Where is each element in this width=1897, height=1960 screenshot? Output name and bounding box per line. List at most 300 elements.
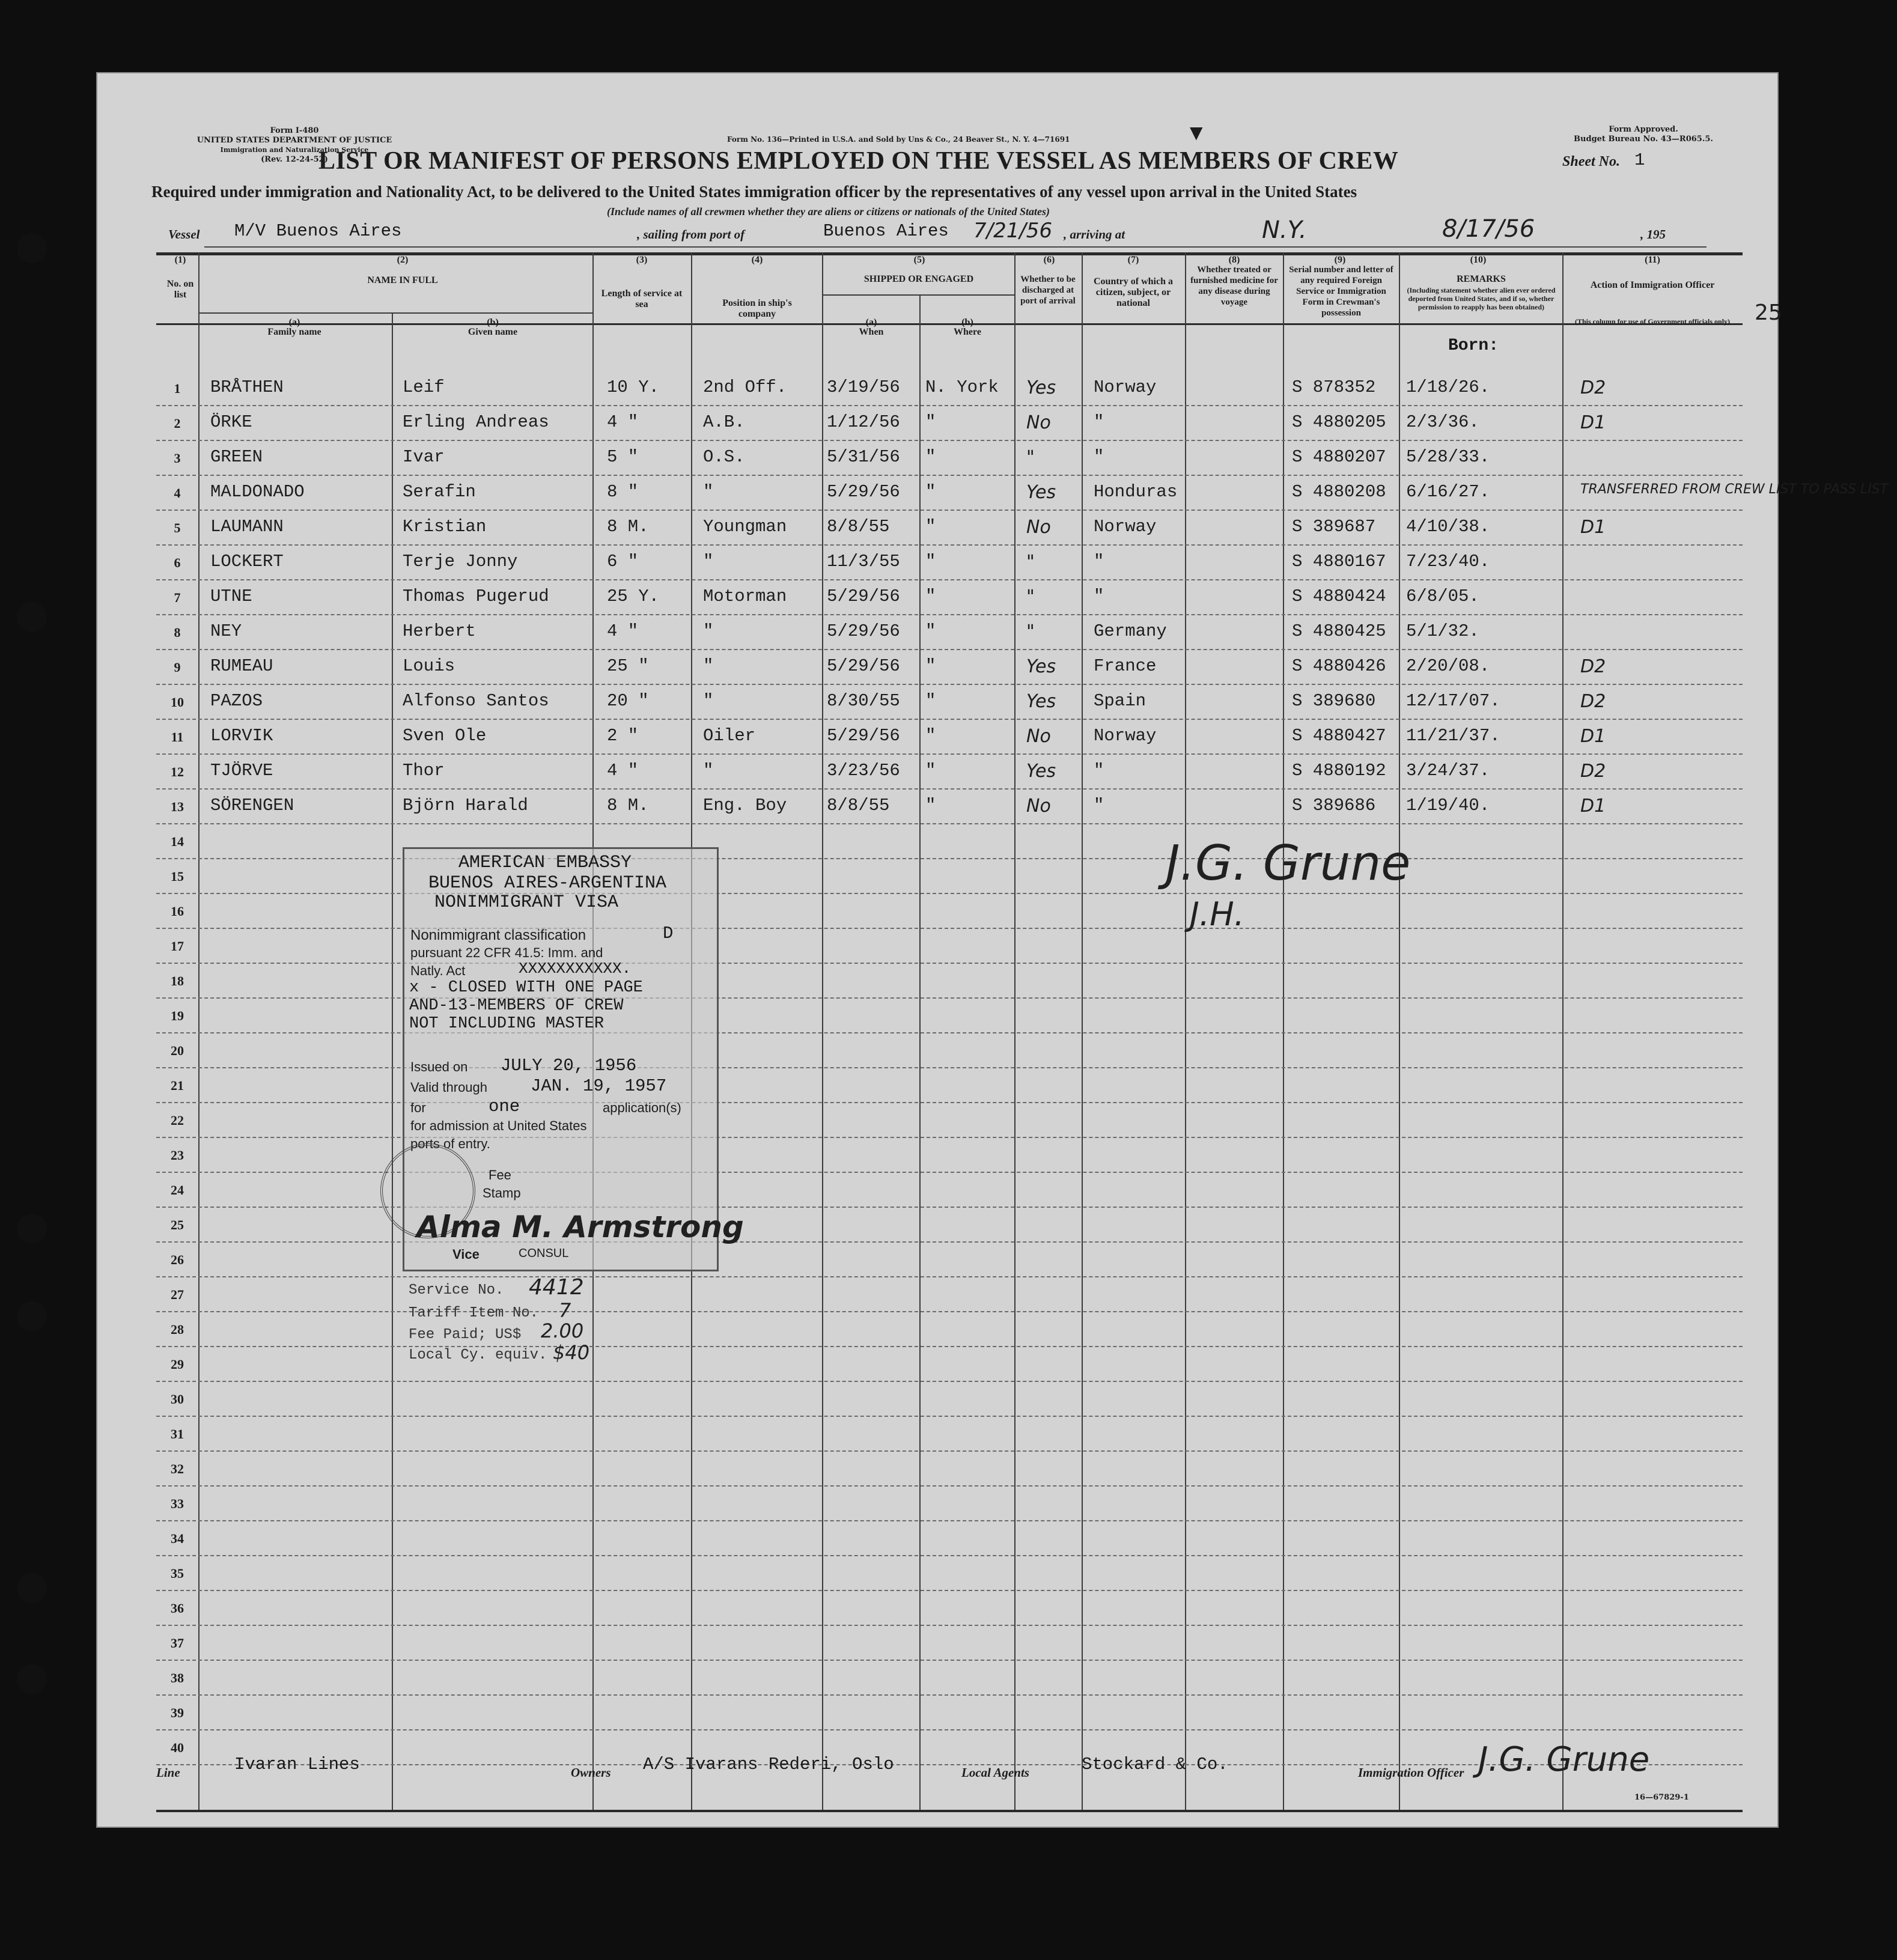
cell-position: " <box>703 761 714 781</box>
col2b-header: Given name <box>467 327 518 337</box>
row-number: 24 <box>171 1182 184 1198</box>
stamp-applications: application(s) <box>603 1100 681 1115</box>
cell-given: Sven Ole <box>403 726 487 746</box>
cell-no: 10 <box>171 695 184 710</box>
cell-serial: S 4880205 <box>1292 412 1386 432</box>
cell-no: 2 <box>174 416 181 431</box>
cell-action: D2 <box>1580 377 1606 398</box>
col-divider <box>392 312 393 1810</box>
cell-position: A.B. <box>703 412 745 432</box>
col6-header: Whether to be discharged at port of arrival <box>1020 275 1076 306</box>
cell-position: Oiler <box>703 726 756 746</box>
cell-no: 1 <box>174 381 181 396</box>
born-header: Born: <box>1448 336 1499 355</box>
cell-discharged: " <box>1026 586 1035 607</box>
cell-family: BRÅTHEN <box>210 377 284 397</box>
form-number: Form I-480 <box>270 126 319 135</box>
cell-born: 3/24/37. <box>1406 761 1490 781</box>
fee-paid-label: Fee Paid; US$ <box>409 1327 522 1343</box>
col-divider <box>919 294 921 1810</box>
row-rule <box>156 1311 1743 1312</box>
cell-service: 10 Y. <box>607 377 660 397</box>
cell-born: 6/16/27. <box>1406 482 1490 502</box>
row-rule <box>156 1137 1743 1138</box>
row-rule <box>156 649 1743 650</box>
cell-given: Serafin <box>403 482 476 502</box>
cell-no: 11 <box>171 729 184 744</box>
budget-bureau: Budget Bureau No. 43—R065.5. <box>1574 135 1713 144</box>
cell-family: PAZOS <box>210 691 263 711</box>
stamp-pursuant: pursuant 22 CFR 41.5: Imm. and <box>410 945 603 960</box>
cell-country: Spain <box>1094 691 1146 711</box>
cell-service: 4 " <box>607 621 639 641</box>
cell-born: 6/8/05. <box>1406 586 1479 606</box>
col5b-header: Where <box>954 327 981 337</box>
cell-service: 5 " <box>607 447 639 467</box>
row-number: 37 <box>171 1636 184 1651</box>
cell-country: Germany <box>1094 621 1167 641</box>
cell-no: 8 <box>174 625 181 640</box>
cell-given: Thor <box>403 761 445 781</box>
manifest-sheet <box>96 72 1889 1828</box>
stamp-xs: XXXXXXXXXXX. <box>519 960 632 978</box>
col-divider <box>1399 252 1400 1810</box>
cell-service: 2 " <box>607 726 639 746</box>
cell-serial: S 4880427 <box>1292 726 1386 746</box>
cell-service: 8 " <box>607 482 639 502</box>
cell-serial: S 4880207 <box>1292 447 1386 467</box>
row-rule <box>156 1485 1743 1487</box>
arriving-label: , arriving at <box>1064 227 1125 242</box>
cell-when: 5/29/56 <box>827 482 900 502</box>
stamp-embassy: AMERICAN EMBASSY <box>458 853 632 873</box>
cell-family: MALDONADO <box>210 482 305 502</box>
cell-family: LAUMANN <box>210 517 284 537</box>
cell-where: " <box>925 412 936 432</box>
col2a-number: (a) <box>288 317 300 327</box>
cell-discharged: " <box>1026 621 1035 642</box>
row-rule <box>156 1067 1743 1068</box>
cell-service: 20 " <box>607 691 649 711</box>
row-number: 26 <box>171 1252 184 1267</box>
cell-given: Alfonso Santos <box>403 691 549 711</box>
row-rule <box>156 1241 1743 1243</box>
cell-action: D1 <box>1580 796 1606 817</box>
row-rule <box>156 753 1743 755</box>
col11-header: Action of Immigration Officer <box>1590 280 1715 290</box>
cell-family: RUMEAU <box>210 656 273 676</box>
row-number: 27 <box>171 1287 184 1302</box>
cell-discharged: " <box>1026 552 1035 573</box>
cell-action: D1 <box>1580 517 1606 538</box>
tariff-number: 7 <box>559 1299 571 1322</box>
cell-serial: S 4880208 <box>1292 482 1386 502</box>
tariff-label: Tariff Item No. <box>409 1305 539 1321</box>
cell-born: 5/1/32. <box>1406 621 1479 641</box>
punch-hole <box>17 233 47 263</box>
cell-country: Norway <box>1094 377 1157 397</box>
row-number: 17 <box>171 939 184 954</box>
col-divider <box>1185 252 1186 1810</box>
line-label: Line <box>156 1765 180 1780</box>
col8-number: (8) <box>1228 255 1240 265</box>
row-rule <box>156 1520 1743 1521</box>
cell-serial: S 389686 <box>1292 796 1376 815</box>
cell-position: Youngman <box>703 517 787 537</box>
cell-given: Björn Harald <box>403 796 528 815</box>
col11-number: (11) <box>1645 255 1660 265</box>
col4-number: (4) <box>751 255 763 265</box>
cell-given: Terje Jonny <box>403 552 518 571</box>
cell-country: " <box>1094 586 1104 606</box>
arrival-port: N.Y. <box>1262 216 1307 244</box>
punch-hole <box>17 602 47 632</box>
sailing-port: Buenos Aires <box>823 221 949 241</box>
cell-no: 4 <box>174 485 181 501</box>
row-rule <box>156 614 1743 615</box>
cell-where: " <box>925 621 936 641</box>
cell-action: D2 <box>1580 761 1606 782</box>
col-divider <box>822 252 823 1810</box>
stamp-for-label: for <box>410 1100 426 1115</box>
row-number: 31 <box>171 1426 184 1441</box>
cell-born: 1/18/26. <box>1406 377 1490 397</box>
cell-where: " <box>925 586 936 606</box>
sheet-label: Sheet No. <box>1562 154 1620 169</box>
cell-action: D1 <box>1580 726 1606 747</box>
row-rule <box>156 928 1743 929</box>
cell-when: 8/30/55 <box>827 691 900 711</box>
cell-given: Ivar <box>403 447 445 467</box>
col6-number: (6) <box>1043 255 1055 265</box>
cell-given: Kristian <box>403 517 487 537</box>
cell-when: 5/29/56 <box>827 621 900 641</box>
row-rule <box>156 1590 1743 1591</box>
col5-number: (5) <box>913 255 925 265</box>
line-value: Ivaran Lines <box>234 1755 360 1774</box>
cell-when: 11/3/55 <box>827 552 900 571</box>
cell-country: " <box>1094 412 1104 432</box>
local-currency-value: $40 <box>553 1341 590 1364</box>
cell-where: N. York <box>925 377 999 397</box>
cell-action: TRANSFERRED FROM CREW LIST TO PASS LIST <box>1580 482 1889 497</box>
row-rule <box>156 719 1743 720</box>
cell-where: " <box>925 517 936 537</box>
cell-country: " <box>1094 796 1104 815</box>
row-rule <box>156 997 1743 999</box>
row-rule <box>156 1694 1743 1696</box>
cell-family: LOCKERT <box>210 552 284 571</box>
cell-given: Thomas Pugerud <box>403 586 549 606</box>
cell-born: 12/17/07. <box>1406 691 1500 711</box>
row-rule <box>156 1276 1743 1277</box>
row-rule <box>156 1416 1743 1417</box>
cell-discharged: Yes <box>1026 656 1056 677</box>
row-number: 34 <box>171 1531 184 1546</box>
cell-service: 25 Y. <box>607 586 660 606</box>
row-rule <box>156 823 1743 824</box>
col2a-header: Family name <box>267 327 321 337</box>
cell-serial: S 4880426 <box>1292 656 1386 676</box>
row-number: 15 <box>171 869 184 884</box>
row-number: 14 <box>171 834 184 849</box>
consul-signature: Alma M. Armstrong <box>416 1210 744 1244</box>
cell-where: " <box>925 552 936 571</box>
row-number: 29 <box>171 1357 184 1372</box>
cell-service: 8 M. <box>607 796 649 815</box>
row-rule <box>156 1381 1743 1382</box>
cell-position: 2nd Off. <box>703 377 787 397</box>
vessel-underline <box>204 246 1707 248</box>
cell-born: 4/10/38. <box>1406 517 1490 537</box>
punch-hole <box>17 1664 47 1694</box>
cell-when: 3/23/56 <box>827 761 900 781</box>
service-number: 4412 <box>529 1275 584 1300</box>
stamp-stamp-word: Stamp <box>483 1185 521 1201</box>
row-number: 25 <box>171 1217 184 1232</box>
service-name: Immigration and Naturalization Service <box>220 146 369 154</box>
cell-born: 2/3/36. <box>1406 412 1479 432</box>
col-divider <box>198 252 199 1810</box>
cell-position: " <box>703 656 714 676</box>
stamp-closed-1: x - CLOSED WITH ONE PAGE <box>409 979 643 997</box>
col9-number: (9) <box>1334 255 1346 265</box>
cell-where: " <box>925 761 936 781</box>
page-subtitle: Required under immigration and Nationality Act, to be delivered to the United States immigration officer by the representatives of any vessel upon arrival in the United States <box>151 183 1357 201</box>
row-rule <box>156 475 1743 476</box>
officer-initials: J.H. <box>1190 895 1244 933</box>
agents-value: Stockard & Co. <box>1082 1755 1228 1774</box>
form-approved: Form Approved. <box>1609 125 1678 134</box>
col2b-number: (b) <box>487 317 499 327</box>
row-number: 32 <box>171 1461 184 1476</box>
row-number: 30 <box>171 1392 184 1407</box>
department: UNITED STATES DEPARTMENT OF JUSTICE <box>196 136 392 145</box>
row-rule <box>156 963 1743 964</box>
approval-block <box>1562 125 1725 144</box>
cell-serial: S 4880425 <box>1292 621 1386 641</box>
stamp-issued-date: JULY 20, 1956 <box>501 1056 637 1076</box>
cell-no: 7 <box>174 590 181 605</box>
embassy-visa-stamp <box>403 847 744 1271</box>
cell-born: 2/20/08. <box>1406 656 1490 676</box>
punch-hole <box>17 1573 47 1603</box>
table-bottom-rule <box>156 1810 1743 1812</box>
cell-country: " <box>1094 447 1104 467</box>
cell-position: Motorman <box>703 586 787 606</box>
stamp-valid-date: JAN. 19, 1957 <box>531 1076 667 1096</box>
stamp-act: Natly. Act <box>410 963 466 978</box>
cell-country: France <box>1094 656 1157 676</box>
margin-number: 25 <box>1755 300 1782 325</box>
stamp-visa-type: NONIMMIGRANT VISA <box>434 892 619 913</box>
agents-label: Local Agents <box>961 1765 1029 1780</box>
triangle-mark-icon: ▼ <box>1190 123 1203 142</box>
revision: (Rev. 12-24-52) <box>261 155 328 164</box>
cell-given: Leif <box>403 377 445 397</box>
cell-country: Norway <box>1094 726 1157 746</box>
cell-country: Honduras <box>1094 482 1178 502</box>
row-rule <box>156 1102 1743 1103</box>
row-number: 19 <box>171 1008 184 1023</box>
cell-country: " <box>1094 552 1104 571</box>
col9-header: Serial number and letter of any required Foreign Service or Immigration Form in Crewman's possession <box>1289 265 1393 318</box>
col4-header: Position in ship's company <box>722 298 792 319</box>
col5a-number: (a) <box>865 317 877 327</box>
stamp-consul: CONSUL <box>519 1247 569 1260</box>
row-number: 36 <box>171 1601 184 1616</box>
cell-discharged: " <box>1026 447 1035 468</box>
cell-position: " <box>703 621 714 641</box>
owners-label: Owners <box>571 1765 611 1780</box>
cell-family: UTNE <box>210 586 252 606</box>
cell-service: 4 " <box>607 412 639 432</box>
cell-when: 5/29/56 <box>827 656 900 676</box>
row-rule <box>156 579 1743 580</box>
cell-discharged: No <box>1026 412 1051 433</box>
col1-number: (1) <box>174 255 186 265</box>
col10-header: REMARKS <box>1457 274 1506 284</box>
row-rule <box>156 788 1743 790</box>
row-number: 21 <box>171 1078 184 1093</box>
col-divider <box>1082 252 1083 1810</box>
cell-no: 6 <box>174 555 181 570</box>
cell-where: " <box>925 447 936 467</box>
cell-family: SÖRENGEN <box>210 796 294 815</box>
col-divider <box>1014 252 1015 1810</box>
cell-no: 12 <box>171 764 184 779</box>
form-code: 16—67829-1 <box>1634 1793 1689 1802</box>
cell-when: 5/31/56 <box>827 447 900 467</box>
stamp-admission: for admission at United States <box>410 1118 587 1133</box>
cell-discharged: Yes <box>1026 377 1056 398</box>
stamp-for-value: one <box>489 1097 520 1116</box>
col10-number: (10) <box>1470 255 1487 265</box>
cell-serial: S 4880192 <box>1292 761 1386 781</box>
cell-discharged: Yes <box>1026 761 1056 782</box>
cell-where: " <box>925 656 936 676</box>
cell-where: " <box>925 691 936 711</box>
officer-signature: J.G. Grune <box>1166 835 1411 891</box>
cell-when: 5/29/56 <box>827 726 900 746</box>
row-rule <box>156 1032 1743 1033</box>
name-subheader-rule <box>198 312 592 314</box>
include-note: (Include names of all crewmen whether they are aliens or citizens or nationals of the United States) <box>607 205 1050 218</box>
cell-given: Herbert <box>403 621 476 641</box>
col5b-number: (b) <box>961 317 973 327</box>
cell-position: Eng. Boy <box>703 796 787 815</box>
cell-no: 5 <box>174 520 181 535</box>
sheet-number: 1 <box>1634 150 1645 170</box>
cell-action: D2 <box>1580 656 1606 677</box>
col2-number: (2) <box>397 255 409 265</box>
row-number: 33 <box>171 1496 184 1511</box>
row-number: 39 <box>171 1705 184 1720</box>
row-rule <box>156 684 1743 685</box>
cell-where: " <box>925 796 936 815</box>
cell-where: " <box>925 726 936 746</box>
row-rule <box>156 405 1743 406</box>
arrival-date: 8/17/56 <box>1442 215 1535 243</box>
stamp-valid-label: Valid through <box>410 1080 488 1095</box>
officer-label: Immigration Officer <box>1358 1765 1464 1780</box>
col7-header: Country of which a citizen, subject, or national <box>1093 276 1173 308</box>
cell-serial: S 4880424 <box>1292 586 1386 606</box>
col3-number: (3) <box>636 255 648 265</box>
row-rule <box>156 1660 1743 1661</box>
row-rule <box>156 510 1743 511</box>
row-number: 28 <box>171 1322 184 1337</box>
row-rule <box>156 544 1743 546</box>
row-rule <box>156 1625 1743 1626</box>
col5a-header: When <box>859 327 884 337</box>
stamp-vice: Vice <box>452 1247 480 1262</box>
stamp-city: BUENOS AIRES-ARGENTINA <box>428 873 667 893</box>
col1-header: No. on list <box>166 279 194 300</box>
row-number: 35 <box>171 1566 184 1581</box>
cell-born: 11/21/37. <box>1406 726 1500 746</box>
cell-serial: S 389687 <box>1292 517 1376 537</box>
row-rule <box>156 893 1743 894</box>
cell-family: TJÖRVE <box>210 761 273 781</box>
cell-when: 1/12/56 <box>827 412 900 432</box>
row-rule <box>156 1555 1743 1556</box>
vessel-name: M/V Buenos Aires <box>234 221 402 241</box>
printer-line: Form No. 136—Printed in U.S.A. and Sold by Uns & Co., 24 Beaver St., N. Y. 4—71691 <box>727 135 1070 144</box>
cell-position: " <box>703 552 714 571</box>
row-rule <box>156 440 1743 441</box>
cell-position: " <box>703 691 714 711</box>
row-number: 18 <box>171 973 184 988</box>
row-rule <box>156 1729 1743 1730</box>
cell-no: 13 <box>171 799 184 814</box>
stamp-fee: Fee <box>489 1167 511 1182</box>
owners-value: A/S Ivarans Rederi, Oslo <box>643 1755 894 1774</box>
row-number: 38 <box>171 1670 184 1685</box>
cell-serial: S 878352 <box>1292 377 1376 397</box>
col5-header: SHIPPED OR ENGAGED <box>863 274 974 284</box>
cell-discharged: Yes <box>1026 691 1056 712</box>
cell-when: 3/19/56 <box>827 377 900 397</box>
sailing-date: 7/21/56 <box>973 219 1053 243</box>
row-rule <box>156 858 1743 859</box>
footer-officer-signature: J.G. Grune <box>1478 1740 1650 1779</box>
cell-family: NEY <box>210 621 242 641</box>
cell-service: 8 M. <box>607 517 649 537</box>
local-currency-label: Local Cy. equiv. <box>409 1347 547 1363</box>
row-number: 40 <box>171 1740 184 1755</box>
row-number: 23 <box>171 1148 184 1163</box>
stamp-class-value: D <box>663 924 674 943</box>
row-rule <box>156 1346 1743 1347</box>
row-number: 22 <box>171 1113 184 1128</box>
col2-header: NAME IN FULL <box>367 275 438 285</box>
cell-position: " <box>703 482 714 502</box>
cell-discharged: No <box>1026 726 1051 747</box>
cell-serial: S 4880167 <box>1292 552 1386 571</box>
col10-note: (Including statement whether alien ever ordered deported from United States, and if so, whether permission to reapply has been obtained) <box>1407 286 1556 311</box>
cell-no: 9 <box>174 660 181 675</box>
vessel-label: Vessel <box>168 227 200 242</box>
cell-born: 5/28/33. <box>1406 447 1490 467</box>
col11-note: (This column for use of Government officials only) <box>1574 317 1731 326</box>
row-number: 16 <box>171 904 184 919</box>
col-divider <box>1283 252 1284 1810</box>
stamp-closed-2: AND-13-MEMBERS OF CREW <box>409 997 624 1015</box>
cell-where: " <box>925 482 936 502</box>
cell-discharged: Yes <box>1026 482 1056 503</box>
cell-born: 1/19/40. <box>1406 796 1490 815</box>
